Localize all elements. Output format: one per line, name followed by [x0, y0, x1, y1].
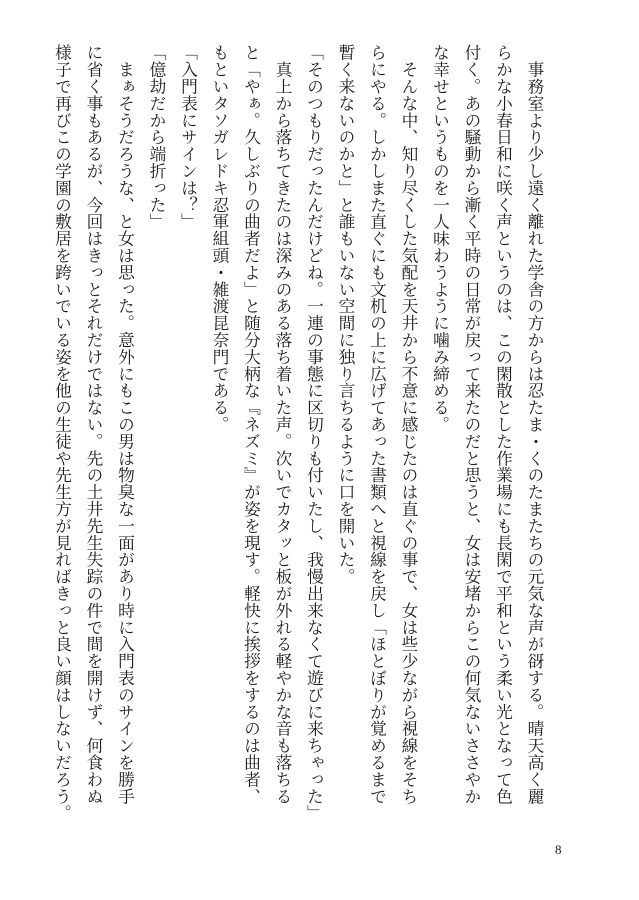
text-line: 「そのつもりだったんだけどね。一連の事態に区切りも付いたし、我慢出来なくて遊びに来ちゃった」 — [304, 44, 325, 822]
text-line: な幸せというものを一人味わうように噛み締める。 — [430, 44, 451, 433]
text-line: 暫く来ないのかと」と誰もいない空間に独り言ちるように口を開いた。 — [336, 44, 356, 585]
text-line: と「やぁ。久しぶりの曲者だよ」と随分大柄な『ネズミ』が姿を現す。軽快に挨拶をするのは曲者、 — [241, 44, 262, 805]
text-line: 様子で再びこの学園の敷居を跨いでいる姿を他の生徒や先生方が見ればきっと良い顔はしないだろう。 — [52, 44, 73, 822]
text-line: 「億劫だから端折った」 — [147, 44, 167, 230]
text-line: そんな中、知り尽くした気配を天井から不意に感じたのは直ぐの事で、女は些少ながら視線をそち — [399, 44, 419, 805]
text-line: 「入門表にサインは？」 — [178, 44, 199, 230]
vertical-text-body — [51, 44, 548, 834]
text-line: 事務室より少し遠く離れた学舎の方からは忍たま・くのたまたちの元気な声が谺する。晴天高く麗 — [525, 44, 545, 805]
text-line: らかな小春日和に咲く声というのは、この閑散とした作業場にも長閑で平和という柔い光となって色 — [493, 44, 514, 805]
text-line: に省く事もあるが、今回はきっとそれだけではない。先の土井先生失踪の件で間を開けず、何食わぬ — [84, 44, 104, 805]
text-line: もといタソガレドキ忍軍組頭・雑渡昆奈門である。 — [210, 44, 230, 433]
page-number: 8 — [555, 842, 562, 857]
text-line: 付く。あの騒動から漸く平時の日常が戻って来たのだと思うと、女は安堵からこの何気ないささやか — [462, 44, 482, 805]
text-line: まぁそうだろうな、と女は思った。意外にもこの男は物臭な一面があり時に入門表のサインを勝手 — [115, 44, 136, 805]
text-line: 真上から落ちてきたのは深みのある落ち着いた声。次いでカタッと板が外れる軽やかな音も落ちる — [273, 44, 293, 805]
text-line: らにやる。しかしまた直ぐにも文机の上に広げてあった書類へと視線を戻し「ほとぼりが覚めるまで — [367, 44, 388, 805]
